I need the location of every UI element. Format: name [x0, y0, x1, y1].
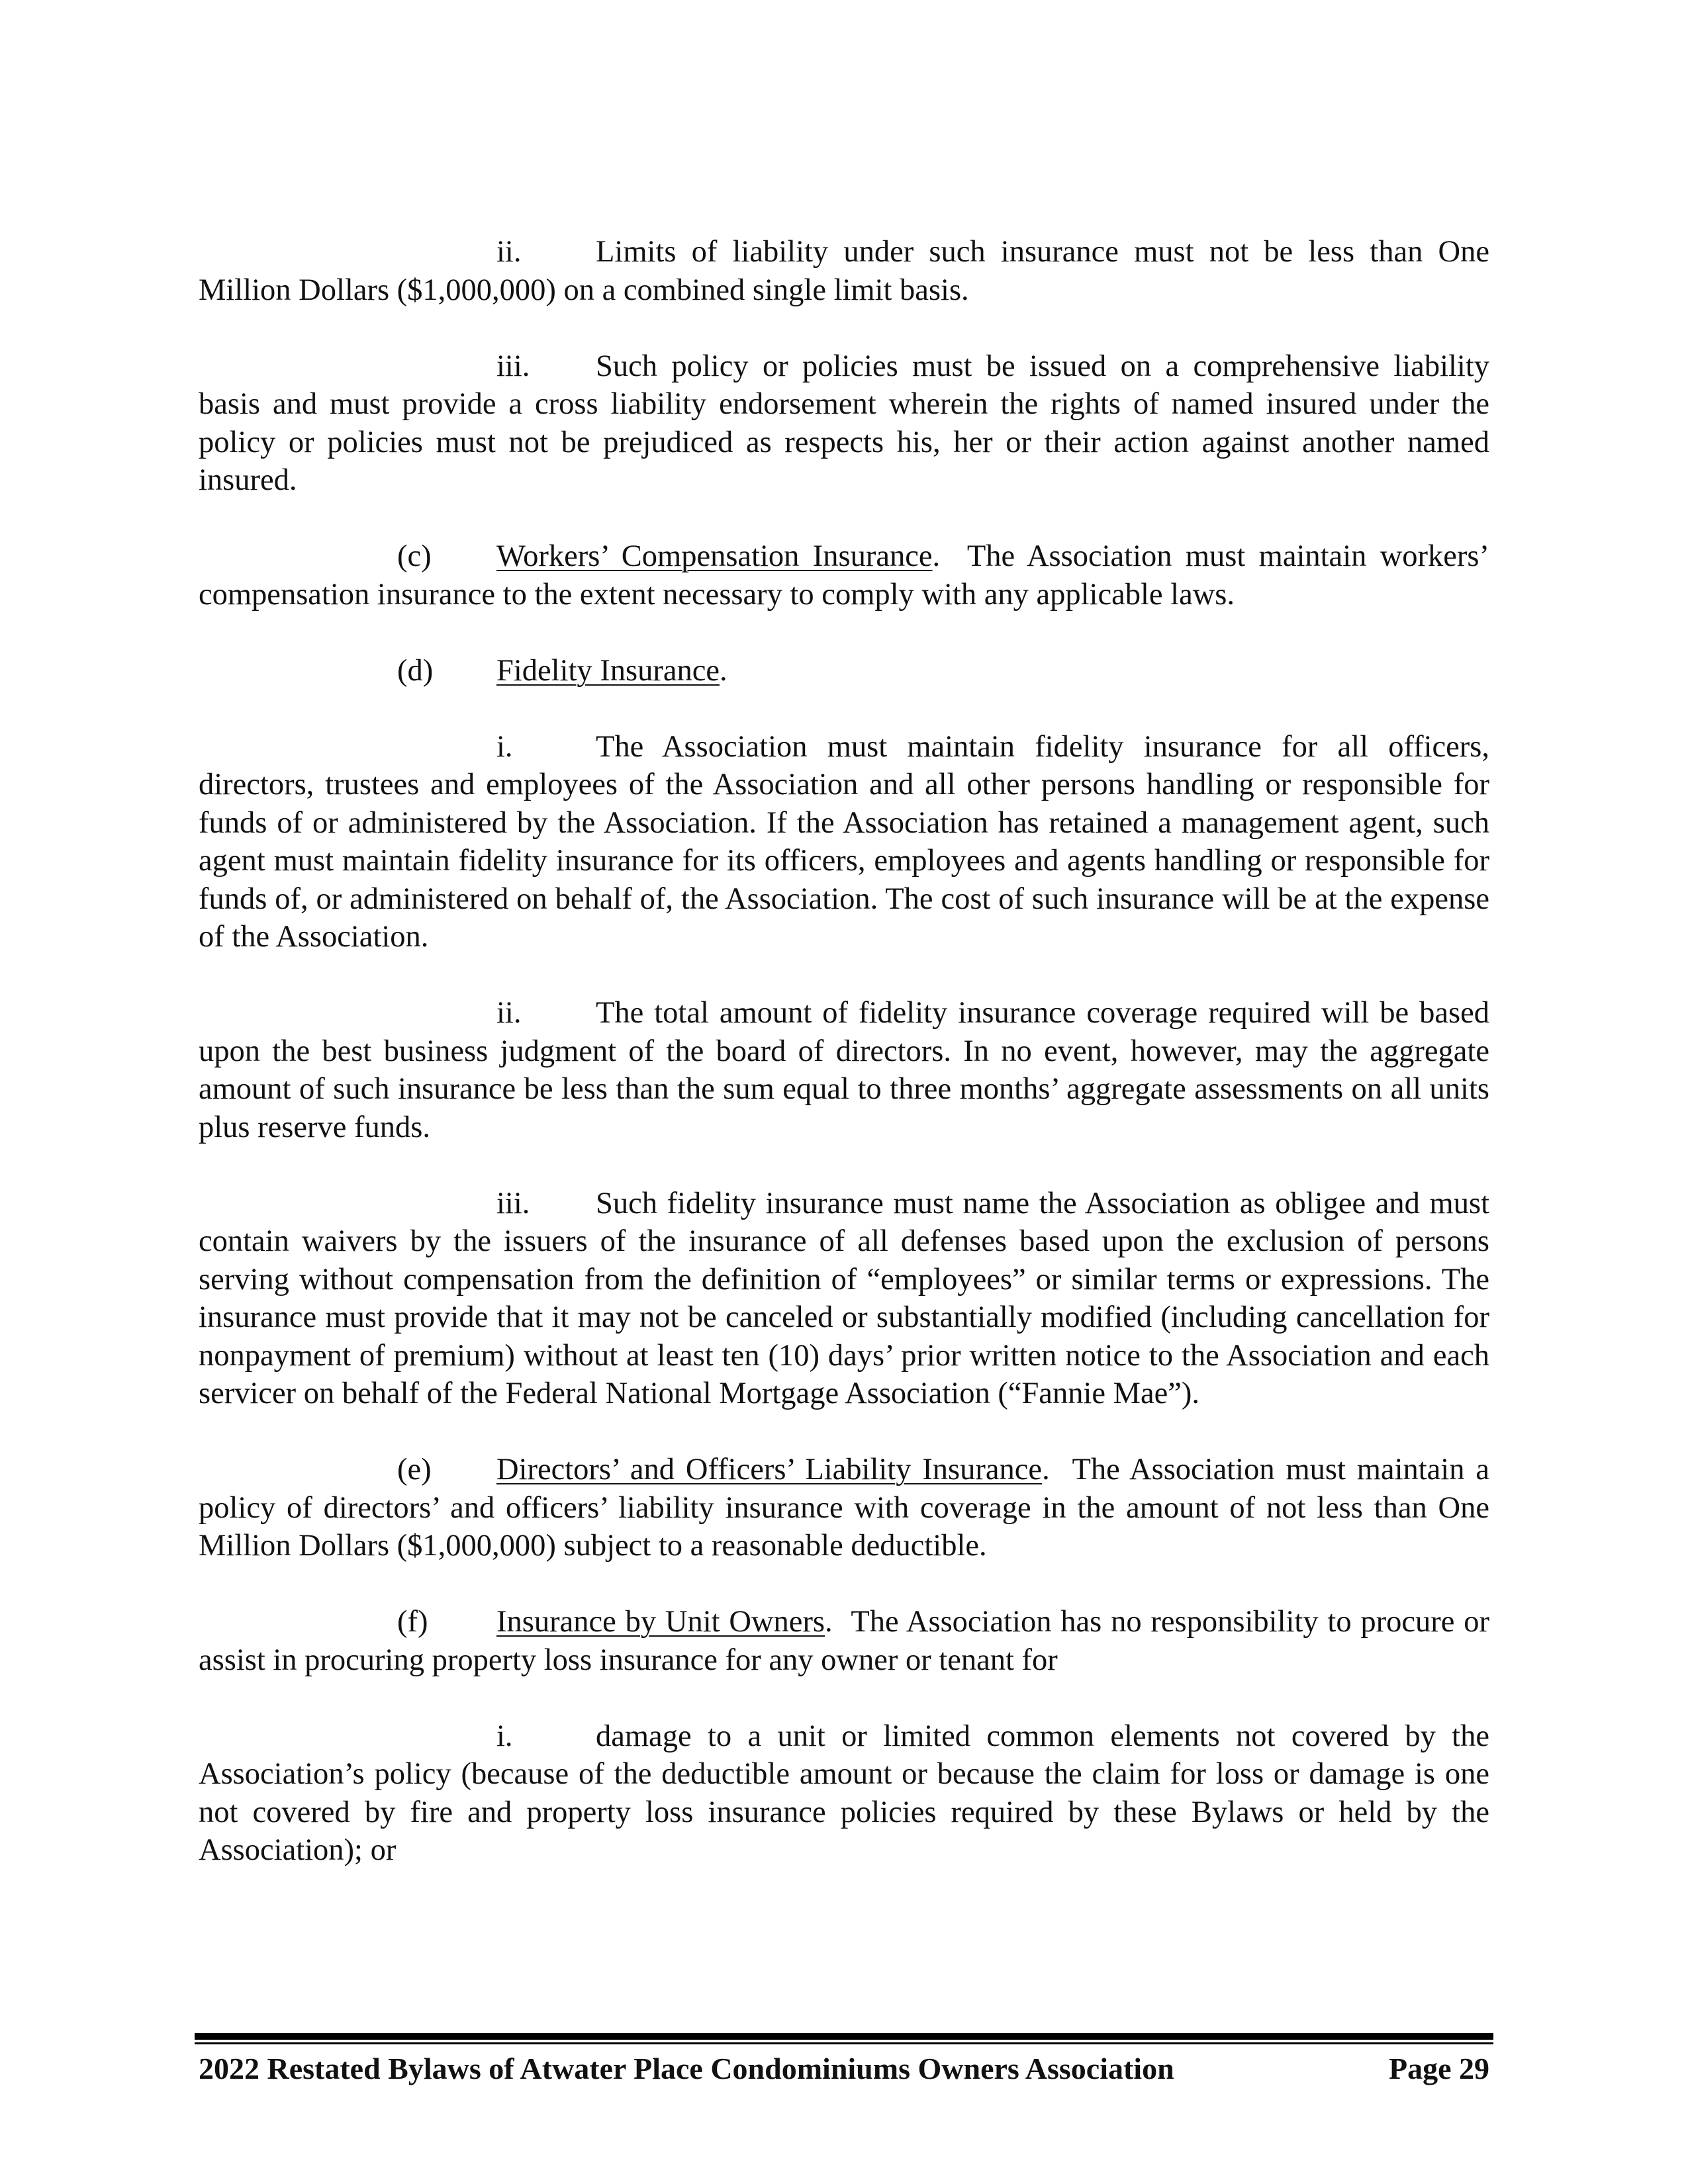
page-number: Page 29: [1388, 2052, 1489, 2085]
section-workers-compensation: [199, 537, 1489, 614]
paragraph-text: The Association must maintain a policy of directors’ and officers’ liability insurance with coverage in the amount of not less than One Million Dollars ($1,000,000) subject to a reasonable deductible.: [199, 1453, 1489, 1563]
paragraph-text: The Association has no responsibility to procure or assist in procuring property loss insurance for any owner or tenant for: [199, 1605, 1489, 1677]
heading-period: .: [720, 653, 727, 688]
paragraph-number: ii.: [496, 996, 522, 1030]
document-body: [199, 233, 1489, 1870]
paragraph-text: The Association must maintain fidelity insurance for all officers, directors, trustees and employees of the Association and all other persons handling or responsible for funds of or administered by the Association. If the Association has retained a management agent, such agent must maintain fidelity insurance for its officers, employees and agents handling or responsible for funds of, or administered on behalf of, the Association. The cost of such insurance will be at the expense of the Association.: [199, 729, 1489, 954]
paragraph-fidelity-maintain: [199, 728, 1489, 956]
paragraph-number: iii.: [496, 1186, 530, 1220]
paragraph-text: Limits of liability under such insurance must not be less than One Million Dollars ($1,000,000) on a combined single limit basis.: [199, 235, 1489, 307]
section-fidelity-insurance: [199, 652, 1489, 690]
paragraph-fidelity-obligee: [199, 1185, 1489, 1413]
page-footer: [199, 2050, 1489, 2087]
paragraph-fidelity-amount: [199, 994, 1489, 1146]
paragraph-text: Such fidelity insurance must name the Association as obligee and must contain waivers by the issuers of the insurance of all defenses based upon the exclusion of persons serving without compensation from the definition of “employees” or similar terms or expressions. The insurance must provide that it may not be canceled or substantially modified (including cancellation for nonpayment of premium) without at least ten (10) days’ prior written notice to the Association and each servicer on behalf of the Federal National Mortgage Association (“Fannie Mae”).: [199, 1186, 1489, 1410]
paragraph-text: Such policy or policies must be issued on a comprehensive liability basis and must provide a cross liability endorsement wherein the rights of named insured under the policy or policies must not be prejudiced as respects his, her or their action against another named insured.: [199, 349, 1489, 497]
section-unit-owners: [199, 1603, 1489, 1679]
section-heading: Fidelity Insurance: [496, 653, 720, 688]
section-heading: Insurance by Unit Owners: [496, 1605, 825, 1639]
paragraph-number: iii.: [496, 349, 530, 383]
section-letter: (e): [397, 1453, 432, 1486]
section-letter: (c): [397, 539, 432, 573]
footer-rule-thin: [195, 2042, 1493, 2044]
paragraph-comprehensive-liability: [199, 347, 1489, 500]
paragraph-number: i.: [496, 1719, 513, 1753]
section-heading: Workers’ Compensation Insurance: [496, 539, 933, 573]
section-letter: (d): [397, 653, 434, 688]
section-heading: Directors’ and Officers’ Liability Insurance: [496, 1453, 1043, 1486]
footer-title: 2022 Restated Bylaws of Atwater Place Condominiums Owners Association: [199, 2052, 1174, 2085]
paragraph-unit-damage: [199, 1717, 1489, 1870]
footer-rule-thick: [195, 2033, 1493, 2040]
heading-period: .: [932, 539, 941, 573]
section-directors-officers: [199, 1451, 1489, 1565]
section-letter: (f): [397, 1605, 428, 1639]
heading-period: .: [1042, 1453, 1050, 1486]
paragraph-text: The total amount of fidelity insurance coverage required will be based upon the best business judgment of the board of directors. In no event, however, may the aggregate amount of such insurance be less than the sum equal to three months’ aggregate assessments on all units plus reserve funds.: [199, 996, 1489, 1144]
paragraph-number: i.: [496, 729, 513, 764]
paragraph-text: The Association must maintain workers’ compensation insurance to the extent necessary to comply with any applicable laws.: [199, 539, 1489, 612]
paragraph-text: damage to a unit or limited common elements not covered by the Association’s policy (because of the deductible amount or because the claim for loss or damage is one not covered by fire and property loss insurance policies required by these Bylaws or held by the Association); or: [199, 1719, 1489, 1867]
heading-period: .: [825, 1605, 833, 1639]
paragraph-number: ii.: [496, 235, 522, 269]
paragraph-liability-limits: [199, 233, 1489, 309]
